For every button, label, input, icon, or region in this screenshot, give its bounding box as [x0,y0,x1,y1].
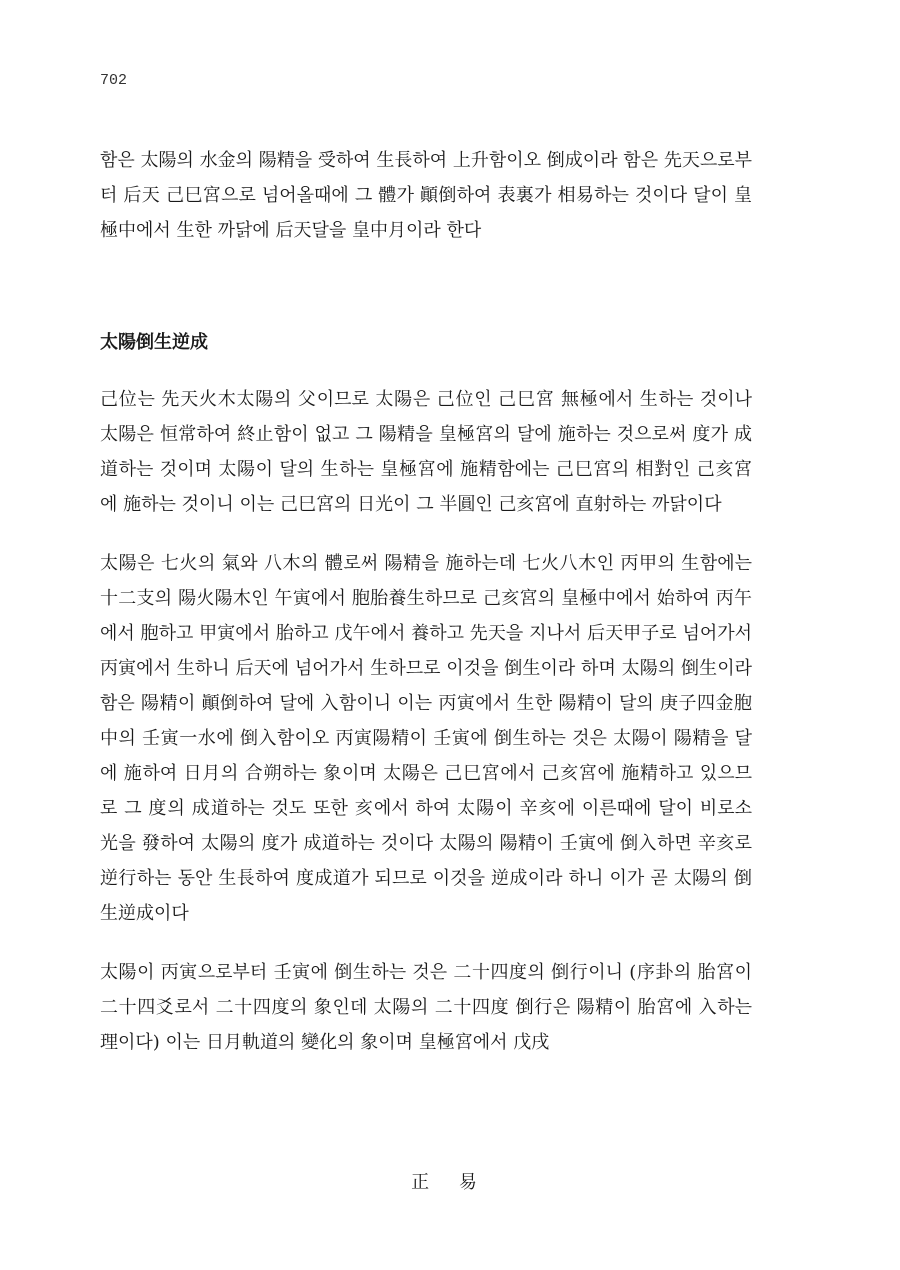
page-number: 702 [100,72,128,89]
body-paragraph-3: 太陽이 丙寅으로부터 壬寅에 倒生하는 것은 二十四度의 倒行이니 (序卦의 胎宮이 二十四爻로서 二十四度의 象인데 太陽의 二十四度 倒行은 陽精이 胎宮에 入하는 理이다) 이는 日月軌道의 變化의 象이며 皇極宮에서 戊戌 [100,962,752,1053]
body-paragraph-2: 太陽은 七火의 氣와 八木의 體로써 陽精을 施하는데 七火八木인 丙甲의 生함에는 十二支의 陽火陽木인 午寅에서 胞胎養生하므로 己亥宮의 皇極中에서 始하여 丙午에서 胞하고 甲寅에서 胎하고 戊午에서 養하고 先天을 지나서 后天甲子로 넘어가서 丙寅에서 生하니 后天에 넘어가서 生하므로 이것을 倒生이라 하며 太陽의 倒生이라 함은 陽精이 顚倒하여 달에 入함이니 이는 丙寅에서 生한 陽精이 달의 庚子四金胞中의 壬寅一水에 倒入함이오 丙寅陽精이 壬寅에 倒生하는 것은 太陽이 陽精을 달에 施하여 日月의 合朔하는 象이며 太陽은 己巳宮에서 己亥宮에 施精하고 있으므로 그 度의 成道하는 것도 또한 亥에서 하여 太陽이 辛亥에 이른때에 달이 비로소 光을 發하여 太陽의 度가 成道하는 것이다 太陽의 陽精이 壬寅에 倒入하면 辛亥로 逆行하는 동안 生長하여 度成道가 되므로 이것을 逆成이라 하니 이가 곧 太陽의 倒生逆成이다 [100,553,752,924]
section-title: 太陽倒生逆成 [100,332,208,353]
page-footer: 正 易 [411,1172,489,1193]
page-content [100,143,752,1084]
intro-paragraph: 함은 太陽의 水金의 陽精을 受하여 生長하여 上升함이오 倒成이라 함은 先天으로부터 后天 己巳宮으로 넘어올때에 그 體가 顚倒하여 表裏가 相易하는 것이다 달이 皇極中에서 生한 까닭에 后天달을 皇中月이라 한다 [100,150,752,241]
body-paragraph-1: 己位는 先天火木太陽의 父이므로 太陽은 己位인 己巳宮 無極에서 生하는 것이나 太陽은 恒常하여 終止함이 없고 그 陽精을 皇極宮의 달에 施하는 것으로써 度가 成道하는 것이며 太陽이 달의 生하는 皇極宮에 施精함에는 己巳宮의 相對인 己亥宮에 施하는 것이니 이는 己巳宮의 日光이 그 半圓인 己亥宮에 直射하는 까닭이다 [100,389,752,515]
